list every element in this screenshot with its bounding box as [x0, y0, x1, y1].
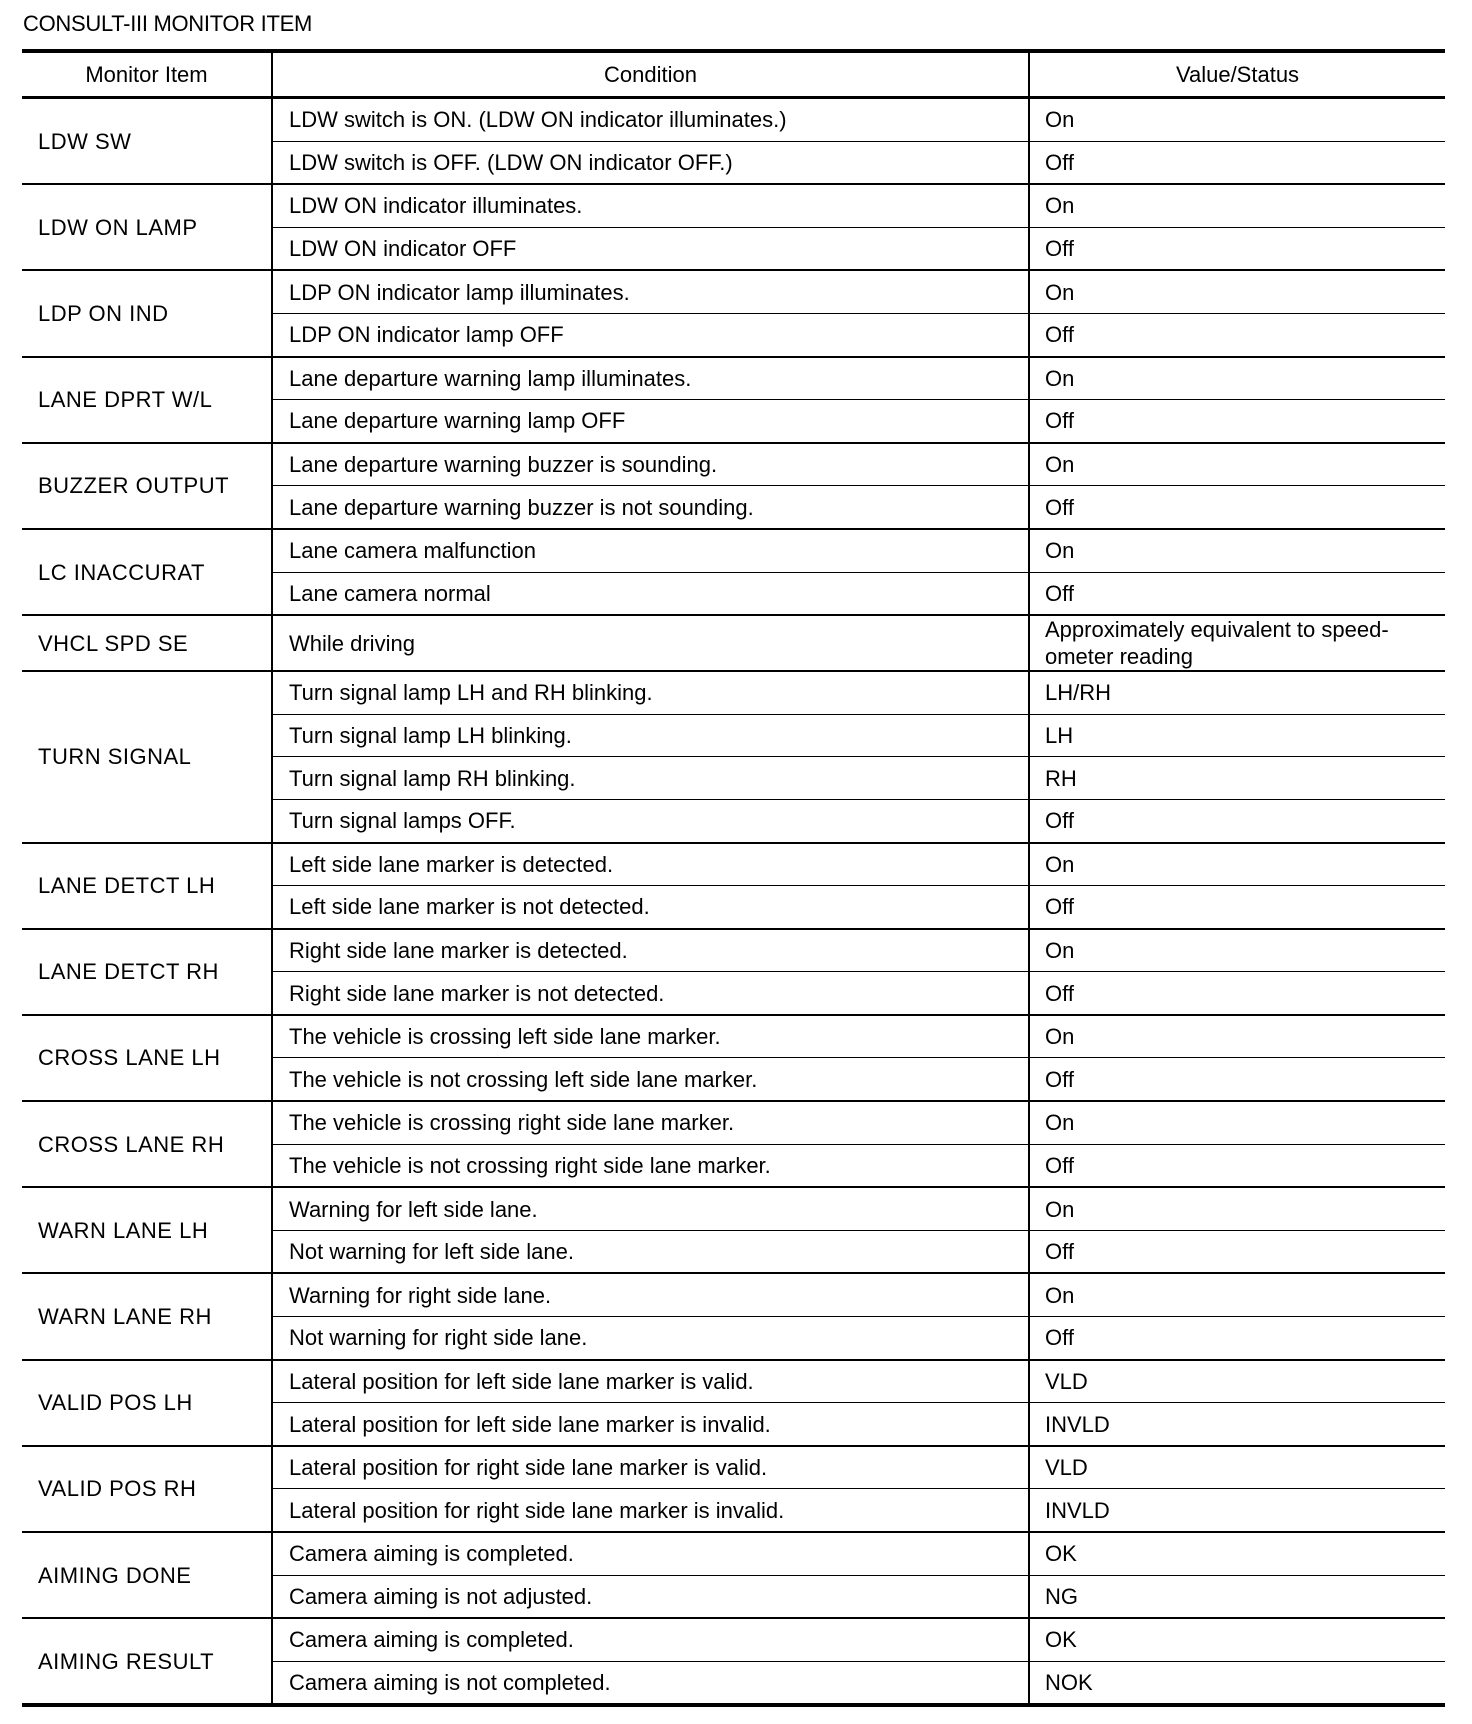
condition-cell: Camera aiming is not adjusted.	[272, 1575, 1029, 1618]
condition-cell: Lateral position for right side lane marker is valid.	[272, 1446, 1029, 1489]
header-value-status: Value/Status	[1029, 51, 1445, 98]
value-status-cell: INVLD	[1029, 1489, 1445, 1532]
table-row	[22, 843, 1445, 886]
condition-cell: LDW switch is ON. (LDW ON indicator illuminates.)	[272, 98, 1029, 142]
condition-cell: Camera aiming is not completed.	[272, 1661, 1029, 1705]
value-status-cell: On	[1029, 529, 1445, 572]
table-row	[22, 1015, 1445, 1058]
monitor-item-cell: BUZZER OUTPUT	[22, 443, 272, 529]
condition-cell: Camera aiming is completed.	[272, 1532, 1029, 1575]
condition-cell: Lane departure warning lamp OFF	[272, 400, 1029, 443]
monitor-item-cell: VALID POS LH	[22, 1360, 272, 1446]
monitor-item-cell: LDP ON IND	[22, 270, 272, 356]
value-status-cell: LH/RH	[1029, 671, 1445, 714]
condition-cell: Lane departure warning buzzer is not sounding.	[272, 486, 1029, 529]
value-status-cell: On	[1029, 1273, 1445, 1316]
value-status-cell: VLD	[1029, 1446, 1445, 1489]
value-status-cell: On	[1029, 443, 1445, 486]
monitor-item-cell: CROSS LANE LH	[22, 1015, 272, 1101]
value-status-cell: INVLD	[1029, 1403, 1445, 1446]
monitor-item-cell: AIMING DONE	[22, 1532, 272, 1618]
condition-cell: Left side lane marker is detected.	[272, 843, 1029, 886]
condition-cell: Warning for right side lane.	[272, 1273, 1029, 1316]
condition-cell: The vehicle is not crossing right side lane marker.	[272, 1144, 1029, 1187]
value-status-cell: On	[1029, 1015, 1445, 1058]
table-row	[22, 1187, 1445, 1230]
value-status-cell: Off	[1029, 1317, 1445, 1360]
value-status-cell: Off	[1029, 799, 1445, 842]
value-status-cell: Off	[1029, 1144, 1445, 1187]
value-status-cell: On	[1029, 1187, 1445, 1230]
table-row	[22, 1618, 1445, 1661]
monitor-item-cell: VALID POS RH	[22, 1446, 272, 1532]
value-status-cell: On	[1029, 270, 1445, 313]
monitor-item-cell: TURN SIGNAL	[22, 671, 272, 842]
table-row	[22, 1101, 1445, 1144]
table-row	[22, 270, 1445, 313]
header-row	[22, 51, 1445, 98]
condition-cell: Turn signal lamp LH blinking.	[272, 714, 1029, 757]
monitor-item-cell: WARN LANE LH	[22, 1187, 272, 1273]
condition-cell: Right side lane marker is not detected.	[272, 972, 1029, 1015]
value-status-cell: Approximately equivalent to speed-ometer reading	[1029, 615, 1445, 671]
value-status-cell: On	[1029, 1101, 1445, 1144]
condition-cell: Lateral position for right side lane marker is invalid.	[272, 1489, 1029, 1532]
condition-cell: Lane departure warning buzzer is sounding.	[272, 443, 1029, 486]
condition-cell: Lane camera malfunction	[272, 529, 1029, 572]
header-monitor-item: Monitor Item	[22, 51, 272, 98]
value-status-cell: VLD	[1029, 1360, 1445, 1403]
condition-cell: Lateral position for left side lane marker is invalid.	[272, 1403, 1029, 1446]
value-status-cell: Off	[1029, 227, 1445, 270]
table-row	[22, 1360, 1445, 1403]
monitor-item-cell: AIMING RESULT	[22, 1618, 272, 1705]
monitor-item-cell: LANE DETCT LH	[22, 843, 272, 929]
value-status-cell: RH	[1029, 757, 1445, 800]
condition-cell: While driving	[272, 615, 1029, 671]
monitor-item-cell: VHCL SPD SE	[22, 615, 272, 671]
table-body	[22, 98, 1445, 1706]
monitor-item-table	[22, 49, 1445, 1707]
condition-cell: LDW ON indicator illuminates.	[272, 184, 1029, 227]
value-status-cell: NOK	[1029, 1661, 1445, 1705]
monitor-item-cell: LC INACCURAT	[22, 529, 272, 615]
header-condition: Condition	[272, 51, 1029, 98]
value-status-cell: On	[1029, 357, 1445, 400]
document-title: CONSULT-III MONITOR ITEM	[23, 11, 312, 36]
table-row	[22, 98, 1445, 142]
value-status-cell: Off	[1029, 486, 1445, 529]
condition-cell: Lane camera normal	[272, 572, 1029, 615]
condition-cell: Warning for left side lane.	[272, 1187, 1029, 1230]
monitor-item-cell: LDW SW	[38, 128, 132, 154]
condition-cell: Left side lane marker is not detected.	[272, 886, 1029, 929]
value-status-cell: Off	[1029, 572, 1445, 615]
table-header	[22, 51, 1445, 98]
value-status-cell: OK	[1029, 1532, 1445, 1575]
condition-cell: The vehicle is crossing left side lane marker.	[272, 1015, 1029, 1058]
condition-cell: LDW ON indicator OFF	[272, 227, 1029, 270]
condition-cell: LDW switch is OFF. (LDW ON indicator OFF.)	[272, 141, 1029, 184]
condition-cell: Lateral position for left side lane marker is valid.	[272, 1360, 1029, 1403]
condition-cell: Not warning for left side lane.	[272, 1230, 1029, 1273]
monitor-item-cell: LANE DPRT W/L	[22, 357, 272, 443]
value-status-cell: OK	[1029, 1618, 1445, 1661]
table-row	[22, 357, 1445, 400]
condition-cell: Right side lane marker is detected.	[272, 929, 1029, 972]
condition-cell: The vehicle is not crossing left side lane marker.	[272, 1058, 1029, 1101]
table-row	[22, 443, 1445, 486]
value-status-cell: Off	[1029, 1230, 1445, 1273]
value-status-cell: On	[1029, 98, 1445, 142]
value-status-cell: On	[1029, 184, 1445, 227]
value-status-cell: On	[1029, 843, 1445, 886]
condition-cell: Not warning for right side lane.	[272, 1317, 1029, 1360]
value-status-cell: Off	[1029, 972, 1445, 1015]
condition-cell: Camera aiming is completed.	[272, 1618, 1029, 1661]
condition-cell: Lane departure warning lamp illuminates.	[272, 357, 1029, 400]
table-row	[22, 615, 1445, 671]
table-row	[22, 184, 1445, 227]
monitor-item-cell: WARN LANE RH	[22, 1273, 272, 1359]
value-status-cell: Off	[1029, 313, 1445, 356]
value-status-cell: On	[1029, 929, 1445, 972]
value-status-cell: NG	[1029, 1575, 1445, 1618]
monitor-item-cell: LDW ON LAMP	[22, 184, 272, 270]
condition-cell: LDP ON indicator lamp illuminates.	[272, 270, 1029, 313]
value-status-cell: Off	[1029, 141, 1445, 184]
table-row	[22, 1273, 1445, 1316]
monitor-item-cell: CROSS LANE RH	[22, 1101, 272, 1187]
condition-cell: The vehicle is crossing right side lane marker.	[272, 1101, 1029, 1144]
condition-cell: LDP ON indicator lamp OFF	[272, 313, 1029, 356]
condition-cell: Turn signal lamps OFF.	[272, 799, 1029, 842]
table-row	[22, 1446, 1445, 1489]
table-row	[22, 671, 1445, 714]
value-status-cell: Off	[1029, 886, 1445, 929]
condition-cell: Turn signal lamp RH blinking.	[272, 757, 1029, 800]
value-status-cell: Off	[1029, 1058, 1445, 1101]
monitor-item-cell: LANE DETCT RH	[22, 929, 272, 1015]
value-status-cell: Off	[1029, 400, 1445, 443]
table-row	[22, 1532, 1445, 1575]
table-row	[22, 529, 1445, 572]
condition-cell: Turn signal lamp LH and RH blinking.	[272, 671, 1029, 714]
table-row	[22, 929, 1445, 972]
value-status-cell: LH	[1029, 714, 1445, 757]
